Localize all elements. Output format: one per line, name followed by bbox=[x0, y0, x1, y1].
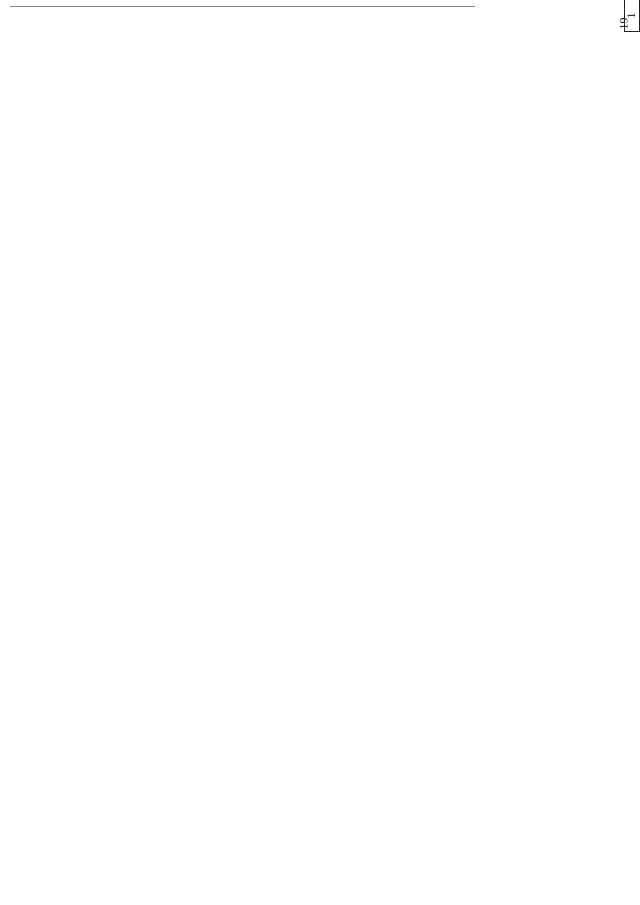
page-top-rule bbox=[10, 6, 475, 7]
budget-table bbox=[624, 0, 640, 32]
page-number: 19 bbox=[616, 17, 631, 30]
col-header: 1 bbox=[625, 0, 640, 32]
rotated-table-wrapper bbox=[624, 0, 640, 32]
header-row bbox=[625, 0, 640, 32]
